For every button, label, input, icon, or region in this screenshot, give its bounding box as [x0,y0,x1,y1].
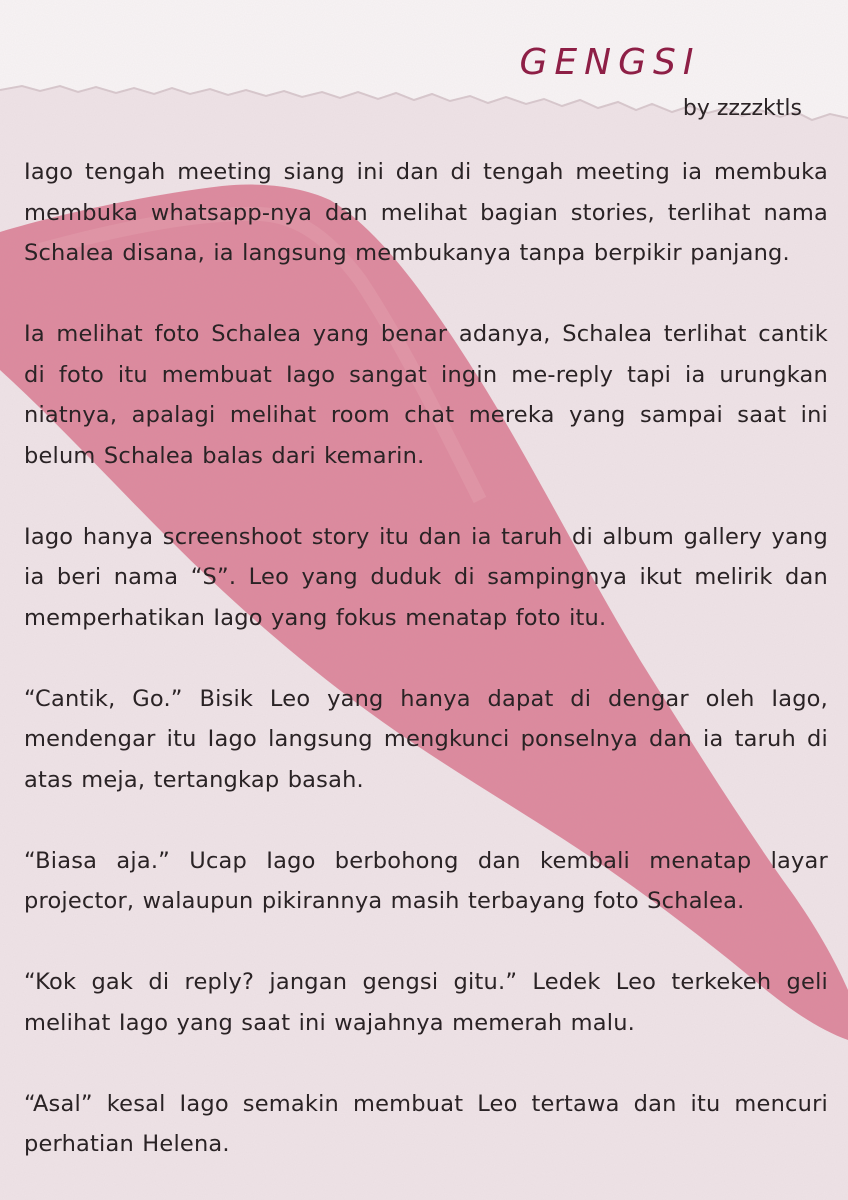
story-paragraph: “Asal” kesal Iago semakin membuat Leo tertawa dan itu mencuri perhatian Helena. [24,1090,828,1157]
author-byline: by zzzzktls [682,96,802,121]
story-paragraph: Iago tengah meeting siang ini dan di tengah meeting ia membuka membuka whatsapp-nya dan melihat bagian stories, terlihat nama Schalea disana, ia langsung membukanya tanpa berpikir panjang. [24,159,828,266]
story-paragraph: “Kok gak di reply? jangan gengsi gitu.” Ledek Leo terkekeh geli melihat Iago yang saat ini wajahnya memerah malu. [24,969,828,1036]
story-paragraph: Ia melihat foto Schalea yang benar adanya, Schalea terlihat cantik di foto itu membuat Iago sangat ingin me-reply tapi ia urungkan niatnya, apalagi melihat room chat mereka yang sampai saat ini belum Schalea balas dari kemarin. [24,321,828,469]
story-paragraph: “Biasa aja.” Ucap Iago berbohong dan kembali menatap layar projector, walaupun pikirannya masih terbayang foto Schalea. [24,847,828,914]
story-title: GENGSI [519,42,701,83]
story-paragraph: “Cantik, Go.” Bisik Leo yang hanya dapat di dengar oleh Iago, mendengar itu Iago langsung mengkunci ponselnya dan ia taruh di atas meja, tertangkap basah. [24,685,828,793]
story-paragraph: Iago hanya screenshoot story itu dan ia taruh di album gallery yang ia beri nama “S”. Leo yang duduk di sampingnya ikut melirik dan memperhatikan Iago yang fokus menatap foto itu. [24,523,828,631]
story-body [24,152,828,1165]
